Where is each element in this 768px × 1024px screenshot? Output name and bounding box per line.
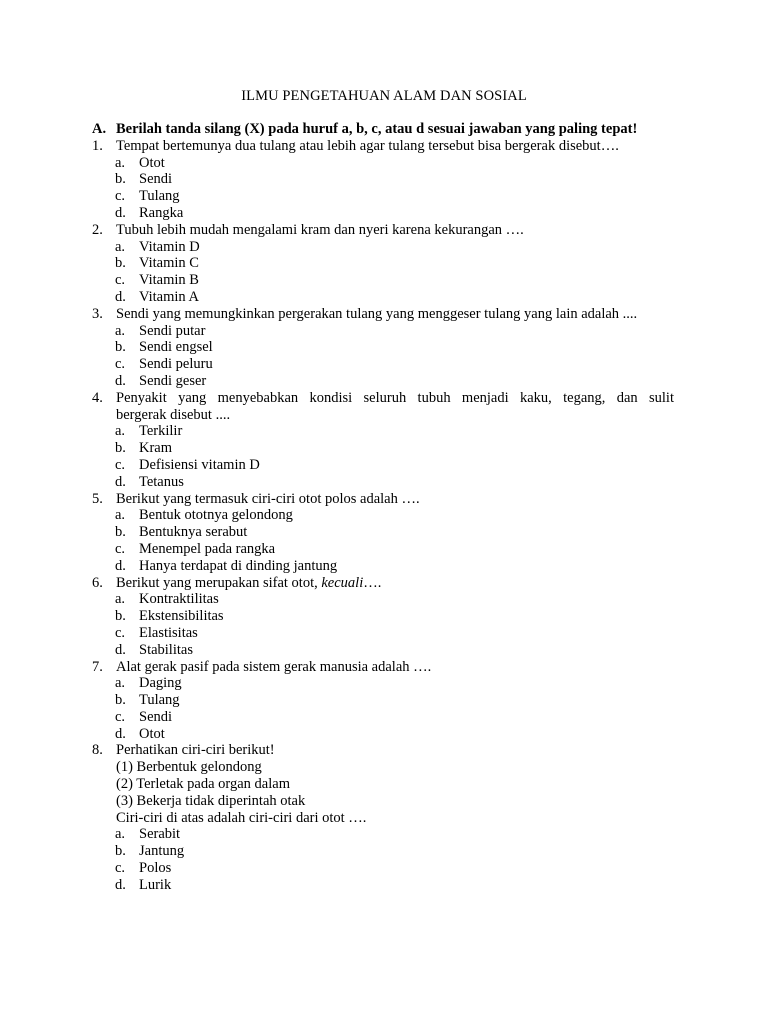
option-2c	[92, 272, 674, 289]
option-8d	[92, 877, 674, 894]
option-letter: a.	[115, 238, 126, 255]
question-text: Berikut yang termasuk ciri-ciri otot polos adalah ….	[116, 490, 420, 507]
question-2	[92, 222, 674, 239]
option-text: Lurik	[139, 876, 172, 893]
question-text-end: ….	[363, 574, 382, 591]
option-text: Otot	[139, 154, 165, 171]
question-text-emphasis: kecuali	[321, 574, 364, 591]
option-text: Daging	[139, 675, 182, 692]
option-letter: a.	[115, 154, 126, 171]
page-title: ILMU PENGETAHUAN ALAM DAN SOSIAL	[241, 88, 527, 104]
question-4	[92, 390, 674, 407]
option-text: Tetanus	[139, 473, 184, 490]
option-2b	[92, 255, 674, 272]
statement-1: (1) Berbentuk gelondong	[116, 759, 262, 776]
question-list	[92, 121, 674, 894]
option-letter: b.	[115, 171, 126, 188]
question-8	[92, 742, 674, 759]
section-label: A.	[92, 121, 107, 137]
question-5	[92, 491, 674, 508]
option-letter: d.	[115, 557, 126, 574]
option-text: Ekstensibilitas	[139, 608, 224, 625]
option-letter: a.	[115, 507, 126, 524]
option-7a	[92, 675, 674, 692]
question-4-continued	[92, 407, 674, 424]
option-text: Sendi	[139, 171, 173, 188]
option-6c	[92, 625, 674, 642]
option-8a	[92, 826, 674, 843]
option-letter: b.	[115, 692, 126, 709]
question-number: 8.	[92, 742, 103, 759]
option-4a	[92, 423, 674, 440]
question-text: Tempat bertemunya dua tulang atau lebih agar tulang tersebut bisa bergerak disebut….	[116, 137, 619, 154]
question-number: 2.	[92, 221, 103, 238]
option-8b	[92, 843, 674, 860]
option-3b	[92, 339, 674, 356]
option-letter: a.	[115, 591, 126, 608]
option-letter: b.	[115, 524, 126, 541]
option-5b	[92, 524, 674, 541]
section-instruction-text: Berilah tanda silang (X) pada huruf a, b, c, atau d sesuai jawaban yang paling tepat!	[116, 121, 638, 137]
option-text: Kontraktilitas	[139, 591, 219, 608]
option-letter: b.	[115, 608, 126, 625]
question-text: Berikut yang merupakan sifat otot,	[116, 574, 322, 591]
option-text: Sendi geser	[139, 372, 207, 389]
option-letter: d.	[115, 288, 126, 305]
option-letter: d.	[115, 876, 126, 893]
option-7c	[92, 709, 674, 726]
option-3c	[92, 356, 674, 373]
option-text: Defisiensi vitamin D	[139, 456, 260, 473]
option-6a	[92, 591, 674, 608]
option-letter: d.	[115, 372, 126, 389]
question-number: 4.	[92, 389, 103, 406]
question-number: 6.	[92, 574, 103, 591]
option-5a	[92, 507, 674, 524]
question-number: 3.	[92, 305, 103, 322]
option-text: Rangka	[139, 204, 184, 221]
option-text: Stabilitas	[139, 641, 193, 658]
option-letter: a.	[115, 423, 126, 440]
option-letter: c.	[115, 188, 126, 205]
statement-3: (3) Bekerja tidak diperintah otak	[116, 792, 306, 809]
option-4c	[92, 457, 674, 474]
option-1b	[92, 171, 674, 188]
option-letter: c.	[115, 624, 126, 641]
option-2d	[92, 289, 674, 306]
option-letter: c.	[115, 456, 126, 473]
question-number: 7.	[92, 658, 103, 675]
option-letter: d.	[115, 641, 126, 658]
question-text-line2: bergerak disebut ....	[116, 406, 231, 423]
option-text: Otot	[139, 725, 165, 742]
option-letter: b.	[115, 255, 126, 272]
statement-2: (2) Terletak pada organ dalam	[116, 776, 290, 793]
option-text: Sendi	[139, 708, 173, 725]
option-letter: c.	[115, 860, 126, 877]
option-letter: a.	[115, 675, 126, 692]
option-3d	[92, 373, 674, 390]
option-text: Vitamin D	[139, 238, 200, 255]
option-letter: b.	[115, 440, 126, 457]
option-text: Sendi putar	[139, 322, 206, 339]
option-1c	[92, 188, 674, 205]
question-text: Tubuh lebih mudah mengalami kram dan nyeri karena kekurangan ….	[116, 221, 524, 238]
option-5d	[92, 558, 674, 575]
option-text: Jantung	[139, 843, 185, 860]
option-8c	[92, 860, 674, 877]
option-4d	[92, 474, 674, 491]
option-7b	[92, 692, 674, 709]
option-letter: c.	[115, 708, 126, 725]
option-letter: b.	[115, 339, 126, 356]
option-letter: a.	[115, 826, 126, 843]
option-letter: a.	[115, 322, 126, 339]
option-text: Tulang	[139, 188, 180, 205]
option-text: Menempel pada rangka	[139, 540, 276, 557]
option-text: Sendi peluru	[139, 356, 213, 373]
option-text: Terkilir	[139, 423, 183, 440]
option-letter: d.	[115, 204, 126, 221]
option-text: Vitamin C	[139, 255, 199, 272]
section-instruction	[92, 121, 674, 138]
option-text: Sendi engsel	[139, 339, 213, 356]
option-letter: c.	[115, 540, 126, 557]
option-letter: b.	[115, 843, 126, 860]
question-1	[92, 138, 674, 155]
question-6	[92, 575, 674, 592]
option-6b	[92, 608, 674, 625]
question-7	[92, 659, 674, 676]
question-3	[92, 306, 674, 323]
option-1a	[92, 155, 674, 172]
question-text-line1: Penyakit yang menyebabkan kondisi seluruh tubuh menjadi kaku, tegang, dan sulit	[116, 389, 674, 406]
option-text: Vitamin A	[139, 288, 199, 305]
option-text: Vitamin B	[139, 272, 199, 289]
option-6d	[92, 642, 674, 659]
option-5c	[92, 541, 674, 558]
option-text: Bentuk ototnya gelondong	[139, 507, 293, 524]
option-letter: c.	[115, 356, 126, 373]
question-text: Alat gerak pasif pada sistem gerak manusia adalah ….	[116, 658, 432, 675]
question-number: 5.	[92, 490, 103, 507]
option-2a	[92, 239, 674, 256]
option-text: Polos	[139, 860, 172, 877]
option-4b	[92, 440, 674, 457]
question-number: 1.	[92, 137, 103, 154]
option-text: Bentuknya serabut	[139, 524, 248, 541]
option-text: Kram	[139, 440, 173, 457]
question-text: Perhatikan ciri-ciri berikut!	[116, 742, 275, 759]
option-letter: d.	[115, 473, 126, 490]
option-1d	[92, 205, 674, 222]
question-text: Sendi yang memungkinkan pergerakan tulang yang menggeser tulang yang lain adalah ....	[116, 305, 638, 322]
option-letter: c.	[115, 272, 126, 289]
option-3a	[92, 323, 674, 340]
option-text: Hanya terdapat di dinding jantung	[139, 557, 338, 574]
option-text: Elastisitas	[139, 624, 198, 641]
question-8-prompt: Ciri-ciri di atas adalah ciri-ciri dari otot ….	[116, 809, 367, 826]
option-text: Tulang	[139, 692, 180, 709]
option-letter: d.	[115, 725, 126, 742]
option-7d	[92, 726, 674, 743]
option-text: Serabit	[139, 826, 181, 843]
